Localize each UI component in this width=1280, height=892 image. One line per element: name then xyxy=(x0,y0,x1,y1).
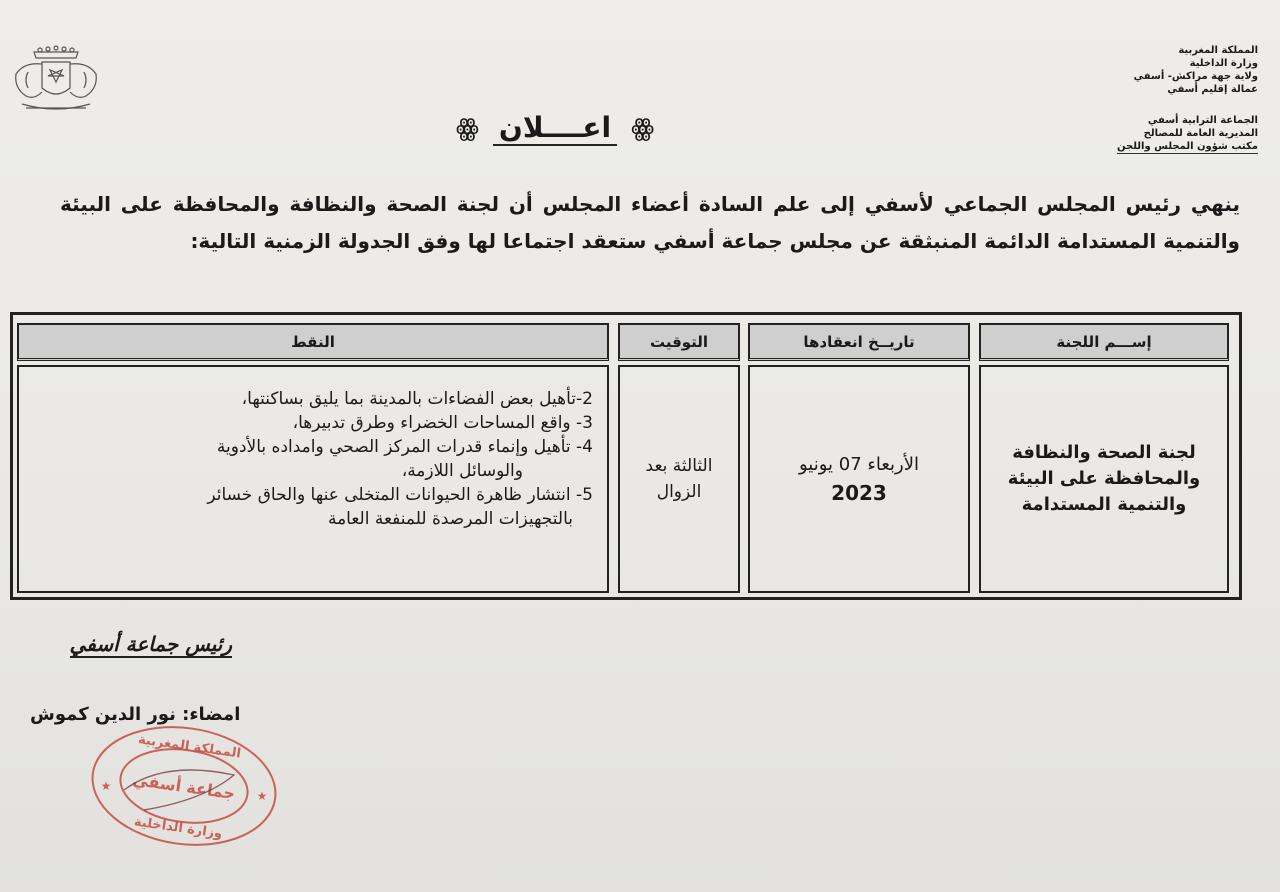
header-line: الجماعة الترابية أسفي xyxy=(1147,115,1258,126)
title-word: اعــــلان xyxy=(493,111,617,146)
header-line: المملكة المغربية xyxy=(1178,45,1258,56)
date-year: 2023 xyxy=(831,480,887,505)
stamp-text-top: المملكة المغربية xyxy=(137,732,242,762)
time-line2: الزوال xyxy=(656,482,702,502)
cell-time xyxy=(618,365,740,593)
point-item: 2-تأهيل بعض الفضاءات بالمدينة بما يليق بساكنتها، xyxy=(241,389,593,409)
announcement-title xyxy=(400,110,710,146)
points-list xyxy=(19,367,607,531)
point-item: بالتجهيزات المرصدة للمنفعة العامة xyxy=(327,509,573,529)
time-line1: الثالثة بعد xyxy=(645,456,713,476)
kingdom-emblem-logo xyxy=(6,44,106,124)
header-time: التوقيت xyxy=(618,323,740,361)
header-date: تاريــخ انعقادها xyxy=(748,323,970,361)
header-line: عمالة إقليم أسفي xyxy=(1167,84,1258,95)
signatory-title-text: رئيس جماعة أسفي xyxy=(69,632,232,656)
intro-paragraph: ينهي رئيس المجلس الجماعي لأسفي إلى علم السادة أعضاء المجلس أن لجنة الصحة والنظافة والمحافظة على البيئة والتنمية المستدامة الدائمة المنبثقة عن مجلس جماعة أسفي ستعقد اجتماعا لها وفق الجدولة الزمنية التالية: xyxy=(60,192,1240,253)
header-line: ولاية جهة مراكش- أسفي xyxy=(1133,71,1258,82)
point-item: والوسائل اللازمة، xyxy=(401,461,523,481)
date-day: الأربعاء 07 يونيو xyxy=(799,453,920,475)
header-points: النقط xyxy=(17,323,609,361)
cell-date xyxy=(748,365,970,593)
administrative-header xyxy=(1058,44,1258,154)
header-office: مكتب شؤون المجلس واللجن xyxy=(1117,141,1258,152)
signatory-name: امضاء: نور الدين كموش xyxy=(30,704,241,725)
cell-committee xyxy=(979,365,1229,593)
title-ornament-icon: ꙮ xyxy=(631,114,655,142)
official-stamp xyxy=(84,720,284,850)
header-line: وزارة الداخلية xyxy=(1189,58,1258,69)
point-item: 5- انتشار ظاهرة الحيوانات المتخلى عنها والحاق خسائر xyxy=(207,485,593,505)
point-item: 4- تأهيل وإنماء قدرات المركز الصحي وامداده بالأدوية xyxy=(216,437,593,457)
stamp-text-middle: جماعة أسفي xyxy=(131,769,237,804)
title-ornament-icon: ꙮ xyxy=(455,114,479,142)
committee-name: لجنة الصحة والنظافة والمحافظة على البيئة والتنمية المستدامة xyxy=(1007,442,1201,515)
signatory-title xyxy=(32,632,232,656)
svg-text:★: ★ xyxy=(256,789,268,803)
stamp-text-bottom: وزارة الداخلية xyxy=(133,814,224,842)
header-committee: إســـم اللجنة xyxy=(979,323,1229,361)
header-line: المديرية العامة للمصالح xyxy=(1143,128,1258,139)
svg-text:★: ★ xyxy=(100,779,112,793)
cell-points xyxy=(17,365,609,593)
point-item: 3- واقع المساحات الخضراء وطرق تدبيرها، xyxy=(292,413,593,433)
schedule-table xyxy=(10,312,1242,600)
